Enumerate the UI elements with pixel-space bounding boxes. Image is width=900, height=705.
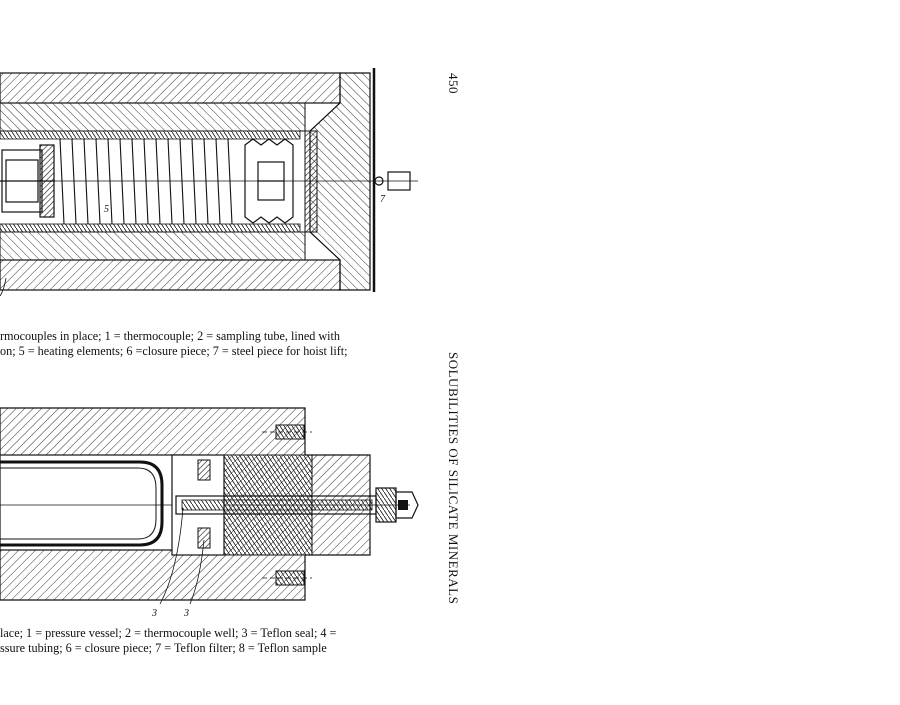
running-head: SOLUBILITIES OF SILICATE MINERALS <box>446 352 461 605</box>
callout-7: 7 <box>380 194 385 205</box>
end-cap <box>310 73 370 290</box>
pressure-tubing <box>182 500 372 510</box>
pressure-vessel-drawing <box>0 408 418 619</box>
caption-bottom-line1: lace; 1 = pressure vessel; 2 = thermocouple well; 3 = Teflon seal; 4 = <box>0 626 337 640</box>
tube-wall-top <box>0 103 305 131</box>
page-number: 450 <box>446 73 461 94</box>
tube-wall-bottom <box>0 232 305 260</box>
caption-bottom-line2: ssure tubing; 6 = closure piece; 7 = Teflon filter; 8 = Teflon sample <box>0 641 327 655</box>
heating-elements <box>60 139 232 224</box>
callout-3a: 3 <box>152 608 157 619</box>
caption-top-line2: on; 5 = heating elements; 6 =closure piece; 7 = steel piece for hoist lift; <box>0 344 348 358</box>
thread-top <box>0 131 300 139</box>
outer-shell-top <box>0 73 340 103</box>
callout-3b: 3 <box>184 608 189 619</box>
furnace-assembly-drawing <box>0 68 418 296</box>
teflon-seal-bottom <box>198 528 210 548</box>
callout-5: 5 <box>104 204 109 215</box>
caption-top-line1: rmocouples in place; 1 = thermocouple; 2 = sampling tube, lined with <box>0 329 341 343</box>
end-fitting <box>376 488 396 522</box>
teflon-seal-top <box>198 460 210 480</box>
outer-shell-bottom <box>0 260 340 290</box>
thread-bottom <box>0 224 300 232</box>
